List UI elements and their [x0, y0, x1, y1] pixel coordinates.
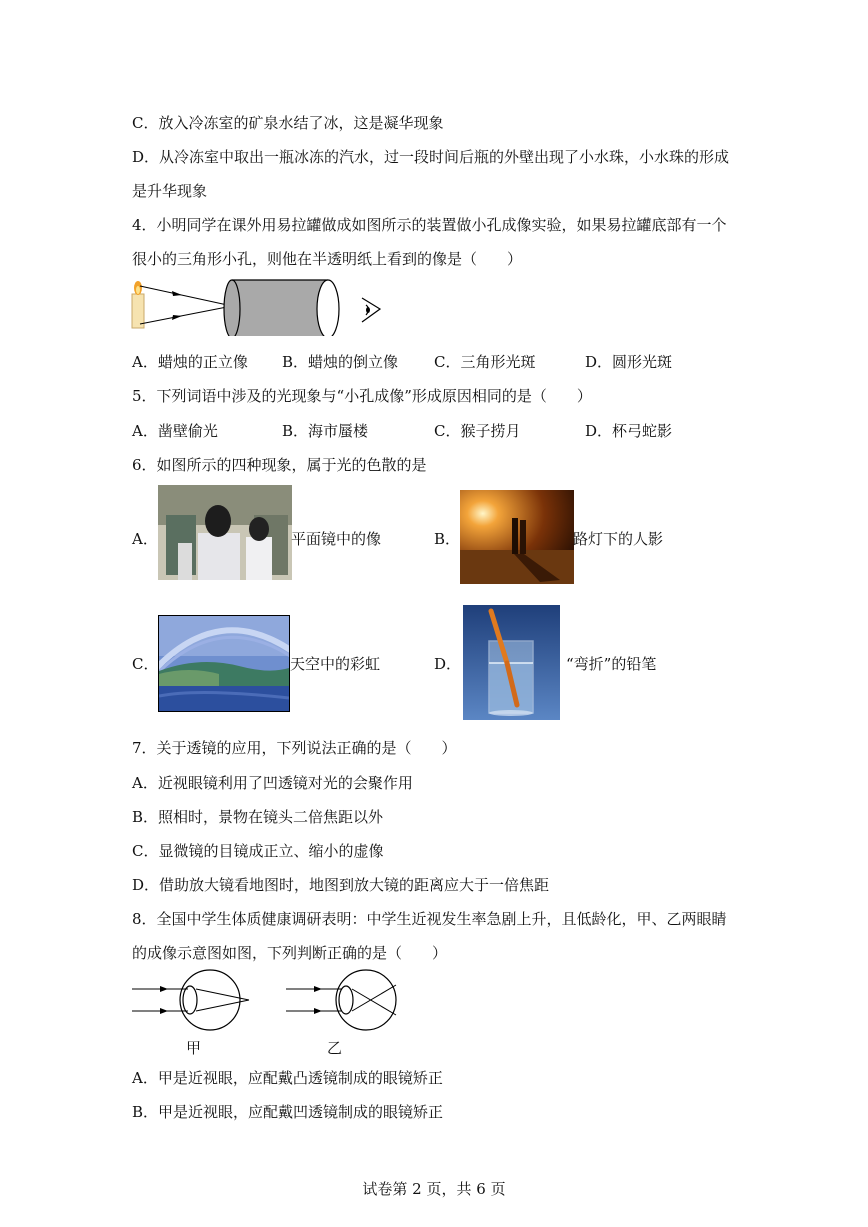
street-lamp-photo [460, 490, 574, 584]
q6-option-d-caption: “弯折”的铅笔 [566, 655, 657, 673]
q3-option-d-line1: D．从冷冻室中取出一瓶冰冻的汽水，过一段时间后瓶的外壁出现了小水珠，小水珠的形成 [132, 148, 730, 166]
q6-option-b-letter: B． [434, 530, 461, 548]
q4-option-d: D．圆形光斑 [585, 353, 673, 371]
q5-option-a: A．凿壁偷光 [132, 422, 218, 440]
q7-option-c: C．显微镜的目镜成正立、缩小的虚像 [132, 842, 384, 860]
q4-option-a: A．蜡烛的正立像 [132, 353, 248, 371]
can-cylinder [224, 280, 339, 336]
q6-option-c-caption: 天空中的彩虹 [290, 655, 381, 673]
eye-label-yi: 乙 [327, 1039, 343, 1057]
bent-pencil-photo [463, 605, 560, 720]
q5-option-b: B．海市蜃楼 [282, 422, 369, 440]
q8-stem-line2: 的成像示意图如图，下列判断正确的是（ ） [132, 944, 448, 962]
q7-stem: 7．关于透镜的应用，下列说法正确的是（ ） [132, 739, 457, 757]
eye-label-jia: 甲 [186, 1039, 202, 1057]
q6-option-a-letter: A． [132, 530, 158, 548]
q6-option-d-letter: D． [434, 655, 462, 673]
q6-stem: 6．如图所示的四种现象，属于光的色散的是 [132, 456, 427, 474]
q7-option-a: A．近视眼镜利用了凹透镜对光的会聚作用 [132, 774, 413, 792]
q7-option-d: D．借助放大镜看地图时，地图到放大镜的距离应大于一倍焦距 [132, 876, 550, 894]
q4-option-b: B．蜡烛的倒立像 [282, 353, 399, 371]
q6-option-a-caption: 平面镜中的像 [291, 530, 382, 548]
pinhole-camera-figure [128, 278, 388, 336]
page-footer: 试卷第 2 页，共 6 页 [362, 1180, 506, 1198]
rainbow-photo [158, 615, 290, 712]
q4-option-c: C．三角形光斑 [434, 353, 536, 371]
mirror-photo [158, 485, 292, 580]
eye-icon [362, 298, 380, 322]
candle-icon [132, 281, 144, 328]
q3-option-c: C．放入冷冻室的矿泉水结了冰，这是凝华现象 [132, 114, 444, 132]
q8-stem-line1: 8．全国中学生体质健康调研表明：中学生近视发生率急剧上升，且低龄化，甲、乙两眼睛 [132, 910, 727, 928]
q4-stem-line2: 很小的三角形小孔，则他在半透明纸上看到的像是（ ） [132, 250, 523, 268]
q3-option-d-line2: 是升华现象 [132, 182, 208, 200]
eye-diagram-jia [130, 968, 254, 1034]
q5-option-c: C．猴子捞月 [434, 422, 521, 440]
q6-option-c-letter: C． [132, 655, 159, 673]
q8-option-a: A．甲是近视眼，应配戴凸透镜制成的眼镜矫正 [132, 1069, 443, 1087]
q4-stem-line1: 4．小明同学在课外用易拉罐做成如图所示的装置做小孔成像实验，如果易拉罐底部有一个 [132, 216, 727, 234]
q7-option-b: B．照相时，景物在镜头二倍焦距以外 [132, 808, 384, 826]
q8-option-b: B．甲是近视眼，应配戴凹透镜制成的眼镜矫正 [132, 1103, 444, 1121]
q5-option-d: D．杯弓蛇影 [585, 422, 673, 440]
q6-option-b-caption: 路灯下的人影 [573, 530, 664, 548]
q5-stem: 5．下列词语中涉及的光现象与“小孔成像”形成原因相同的是（ ） [132, 387, 592, 405]
eye-diagram-yi [284, 968, 404, 1034]
